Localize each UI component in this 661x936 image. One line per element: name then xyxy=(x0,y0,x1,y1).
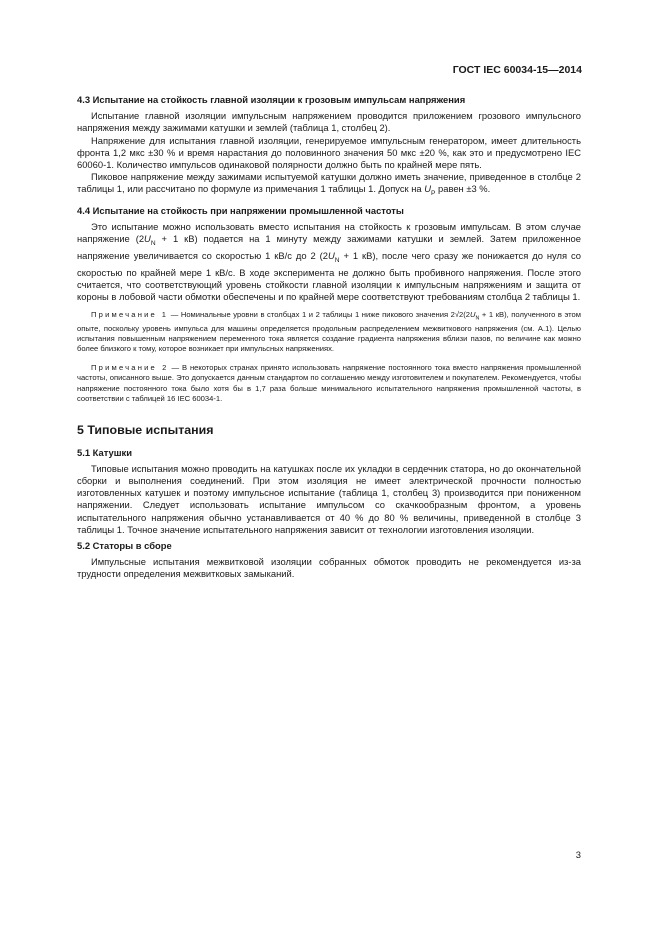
document-body xyxy=(77,94,581,581)
note-2: Примечание 2 — В некоторых странах принято использовать напряжение постоянного тока вместо напряжения промышленной частоты, описанного выше. Это допускается данным стандартом по соглашению между изготовителем и покупателем. Рекомендуется, чтобы напряжение постоянного тока было хотя бы в 1,7 раза больше минимального испытательного напряжения промышленной частоты, в соответствии с таблицей 16 IEC 60034-1. xyxy=(77,362,581,404)
note-2-label: Примечание 2 xyxy=(91,362,169,372)
page-number: 3 xyxy=(575,849,581,860)
section-4-4-heading: 4.4 Испытание на стойкость при напряжении промышленной частоты xyxy=(77,204,404,216)
section-5-1-heading: 5.1 Катушки xyxy=(77,446,132,458)
section-5-1-paragraph: Типовые испытания можно проводить на катушках после их укладки в сердечник статора, но до окончательной сборки и выполнения соединений. При этом изоляция не имеет электрической прочности полностью изготовленных катушек и поэтому импульсное испытание (таблица 1, столбец 3) производится при пониженном напряжении. Следует использовать испытание импульсом со скачкообразным фронтом, а уровень испытательного напряжения обычно устанавливается от 40 % до 80 % величины, приведенной в столбце 3 таблицы 1. Точное значение испытательного напряжения зависит от технологии изготовления изоляции. xyxy=(77,462,581,535)
section-4-3-paragraph-1: Испытание главной изоляции импульсным напряжением проводится приложением грозового импульсного напряжения между зажимами катушки и землей (таблица 1, столбец 2). xyxy=(77,110,581,134)
section-4-3-paragraph-2: Напряжение для испытания главной изоляции, генерируемое импульсным генератором, имеет длительность фронта 1,2 мкс ±30 % и время нарастания до половинного значения 50 мкс ±20 %, как это и предусмотрено IEC 60060-1. Количество импульсов одинаковой полярности должно быть по крайней мере пять. xyxy=(77,134,581,171)
section-5-2-heading: 5.2 Статоры в сборе xyxy=(77,540,172,552)
section-4-3-paragraph-3: Пиковое напряжение между зажимами испытуемой катушки должно иметь значение, приведенное в столбце 2 таблицы 1, или рассчитано по формуле из примечания 1 таблицы 1. Допуск на $U_P$ равен ±3 %. xyxy=(77,171,581,198)
document-header: ГОСТ IEC 60034-15—2014 xyxy=(452,64,582,76)
note-1: Примечание 1 — Номинальные уровни в столбцах 1 и 2 таблицы 1 ниже пикового значения $2√2(2U_N + 1$ кВ), полученного в этом опыте, поскольку уровень импульса для машины определяется продольным распределением межвиткового напряжения (см. А.1). Целью испытания повышенным напряжением переменного тока является создание градиента напряжения вблизи пазов, по величине как можно более близкого к тому, которое возникает при импульсных напряжениях. xyxy=(77,309,582,354)
section-4-4-paragraph-1: Это испытание можно использовать вместо испытания на стойкость к грозовым импульсам. В этом случае напряжение ($2U_N + 1$ кВ) подается на 1 минуту между зажимами катушки и землей. Затем приложенное напряжение увеличивается со скоростью 1 кВ/с до 2 ($2U_N + 1$ кВ), после чего сразу же понижается до нуля со скоростью по крайней мере 1 кВ/с. В ходе эксперимента не должно быть пробивного напряжения. После этого считается, что соответствующий уровень стойкости главной изоляции к импульсным напряжениям и защита от короны в лобовой части обмотки обеспечены и по крайней мере соответствуют требованиям столбца 2 таблицы 1. xyxy=(77,220,581,303)
note-1-label: Примечание 1 xyxy=(91,309,169,319)
section-4-3-heading: 4.3 Испытание на стойкость главной изоляции к грозовым импульсам напряжения xyxy=(77,94,466,105)
section-5-2-paragraph: Импульсные испытания межвитковой изоляции собранных обмоток проводить не рекомендуется из-за трудности определения межвитковых замыканий. xyxy=(77,556,581,580)
section-5-heading: 5 Типовые испытания xyxy=(77,423,214,438)
